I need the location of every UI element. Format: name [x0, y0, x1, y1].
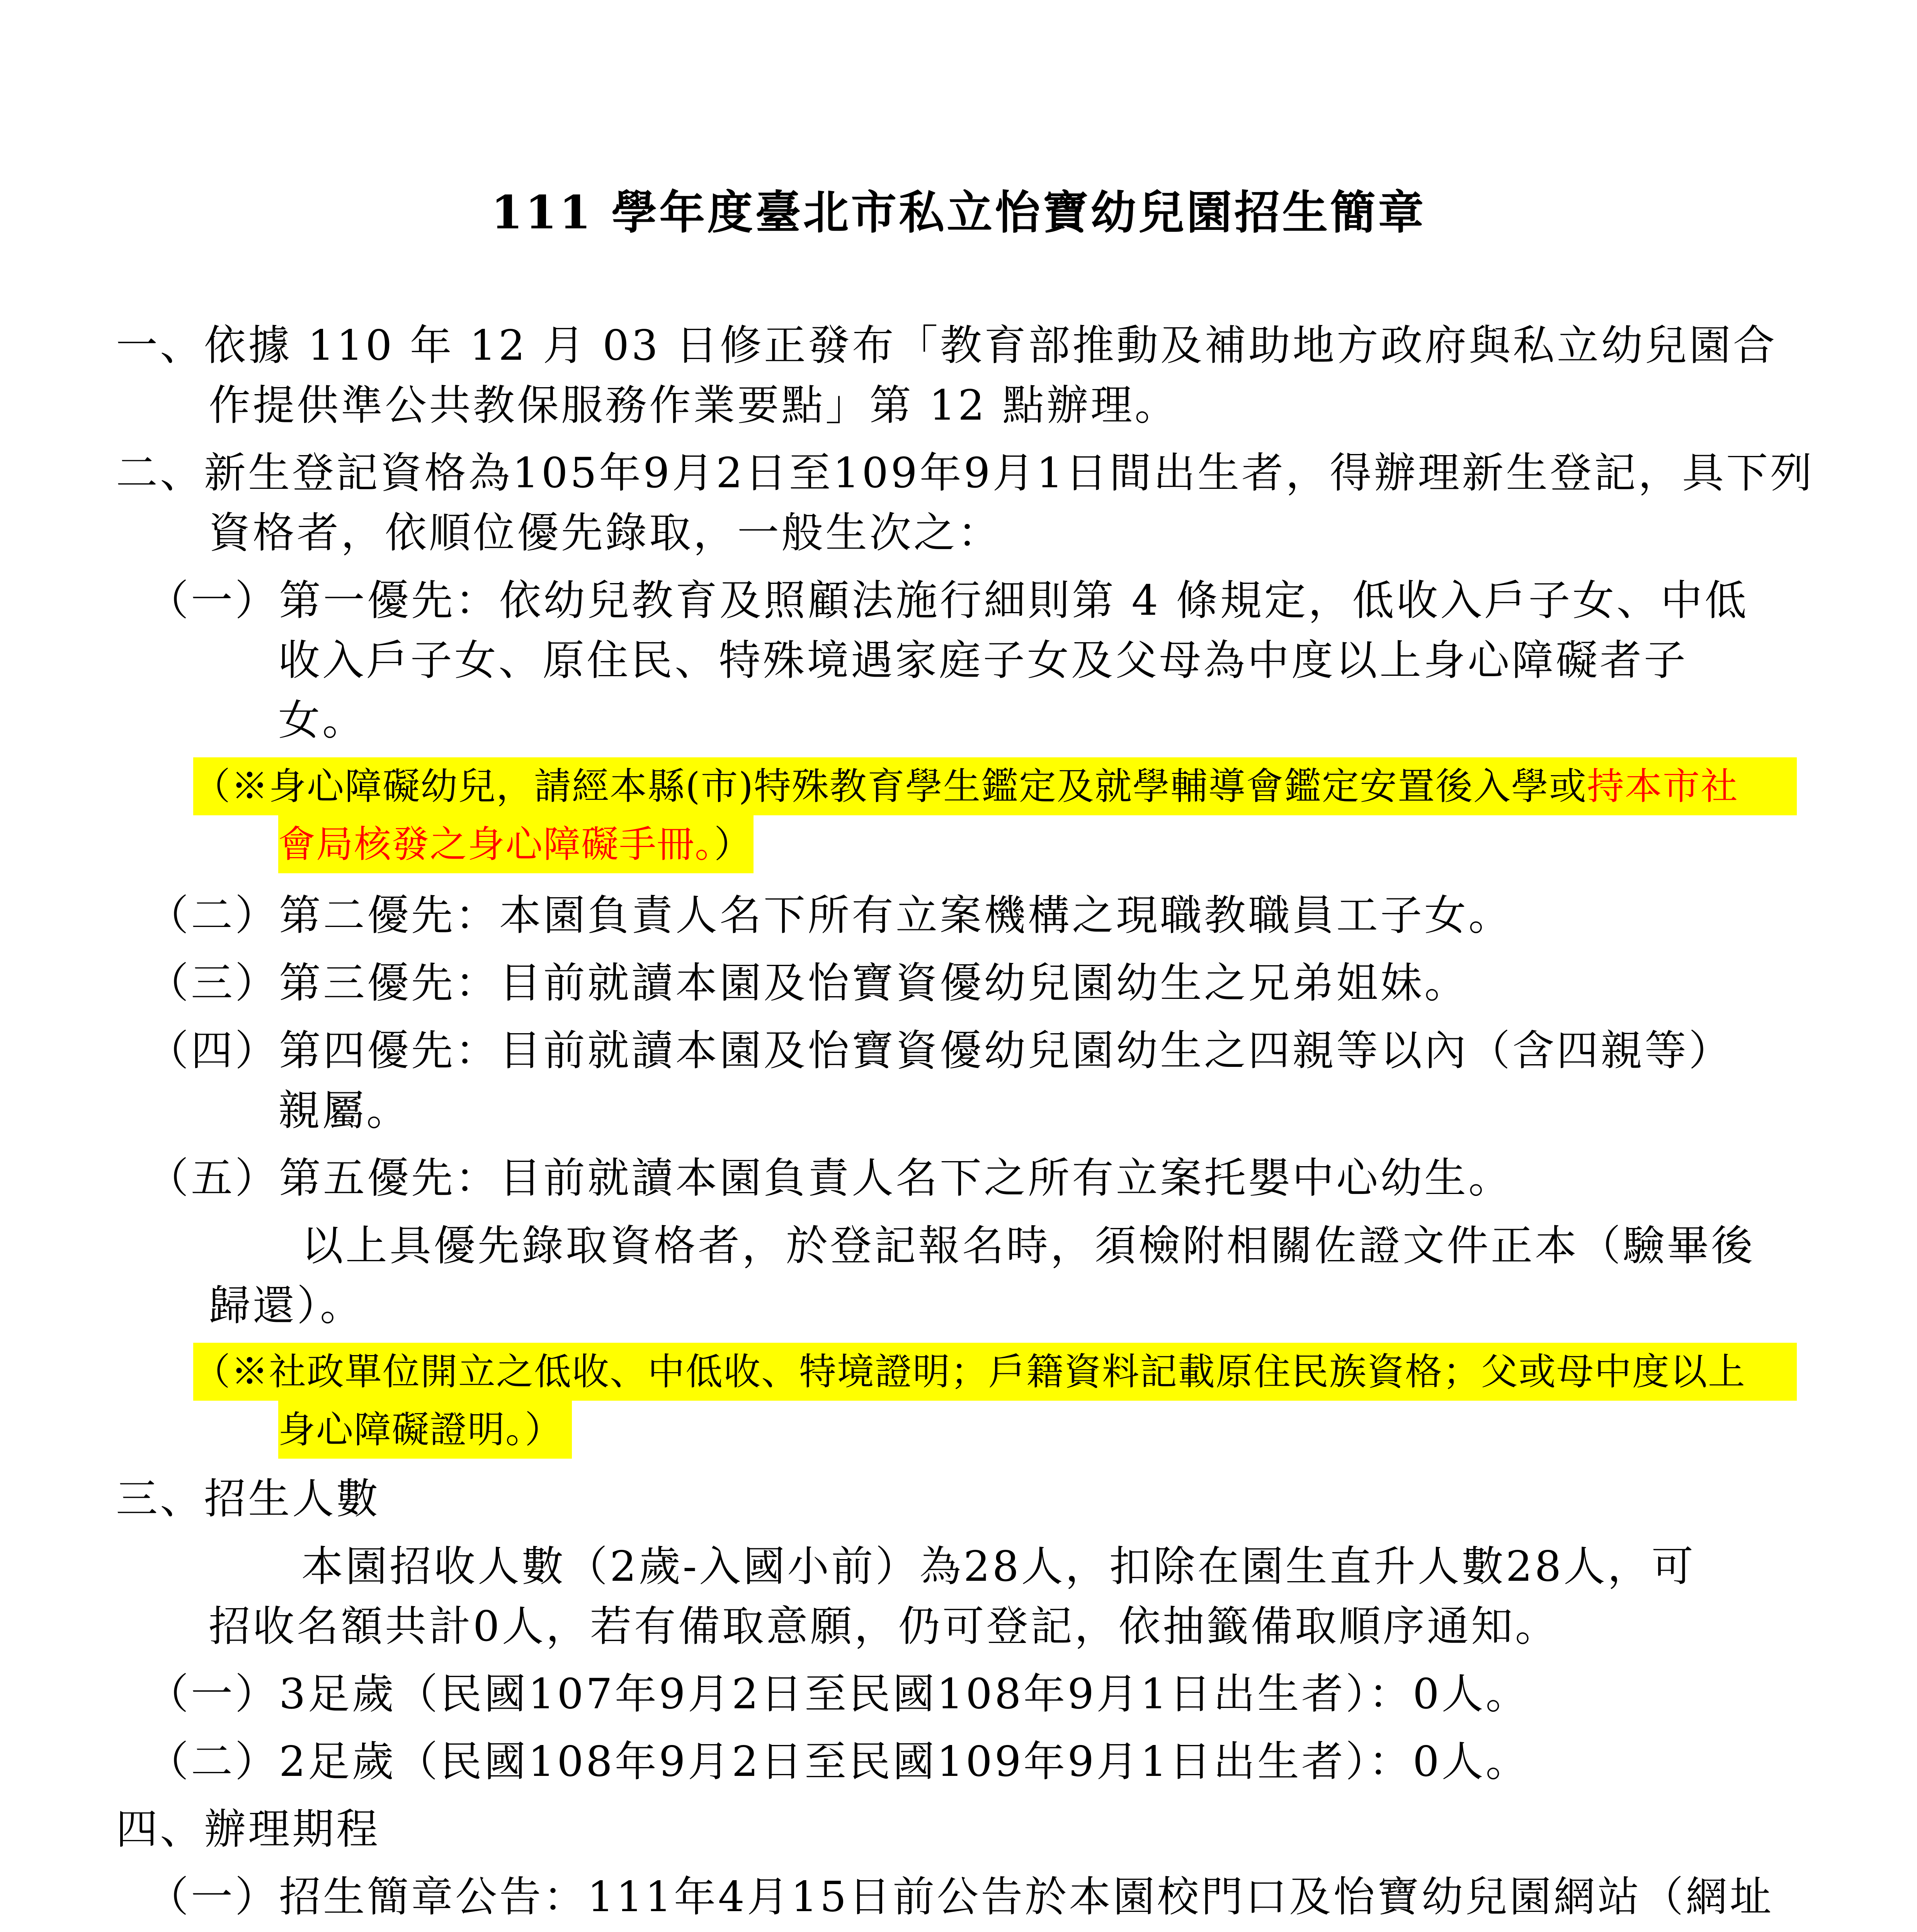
priority-1-line-3: 女。: [278, 696, 367, 745]
s4-item-1-line-1: （一）招生簡章公告：111年4月15日前公告於本園校門口及怡寶幼兒園網站（網址: [147, 1873, 1774, 1921]
s3-body-line-2: 招收名額共計0人，若有備取意願，仍可登記，依抽籤備取順序通知。: [209, 1602, 1559, 1651]
s3-item-1: （一）3足歲（民國107年9月2日至民國108年9月1日出生者）：0人。: [147, 1670, 1530, 1718]
highlight-note-2-line-1: （※社政單位開立之低收、中低收、特境證明；戶籍資料記載原住民族資格；父或母中度以上: [193, 1343, 1797, 1401]
note-1-text: （※身心障礙幼兒，請經本縣(市)特殊教育學生鑑定及就學輔導會鑑定安置後入學或: [193, 765, 1587, 808]
priority-2: （二）第二優先：本園負責人名下所有立案機構之現職教職員工子女。: [147, 891, 1513, 940]
s3-body-line-1: 本園招收人數（2歲-入國小前）為28人，扣除在園生直升人數28人，可: [301, 1543, 1696, 1591]
s3-heading: 三、招生人數: [116, 1475, 381, 1523]
priority-5: （五）第五優先：目前就讀本園負責人名下之所有立案托嬰中心幼生。: [147, 1154, 1513, 1202]
s3-item-2: （二）2足歲（民國108年9月2日至民國109年9月1日出生者）：0人。: [147, 1738, 1530, 1786]
note-1-close-paren: ）: [714, 823, 752, 866]
highlight-note-1-line-2: [278, 815, 754, 873]
docs-line-1: 以上具優先錄取資格者，於登記報名時，須檢附相關佐證文件正本（驗畢後: [301, 1222, 1755, 1270]
priority-1-line-2: 收入戶子女、原住民、特殊境遇家庭子女及父母為中度以上身心障礙者子: [278, 636, 1688, 685]
priority-3: （三）第三優先：目前就讀本園及怡寶資優幼兒園幼生之兄弟姐妹。: [147, 959, 1469, 1007]
s1-line-1: 一、依據 110 年 12 月 03 日修正發布「教育部推動及補助地方政府與私立幼兒園合: [116, 321, 1777, 370]
s4-item-1-line-2: [278, 1928, 985, 1932]
s4-heading: 四、辦理期程: [116, 1805, 381, 1854]
highlight-note-1-line-1: [193, 757, 1797, 815]
s1-line-2: 作提供準公共教保服務作業要點」第 12 點辦理。: [209, 381, 1179, 430]
highlight-note-2-line-2: 身心障礙證明。）: [278, 1401, 572, 1459]
s2-line-2: 資格者，依順位優先錄取，一般生次之：: [209, 509, 1002, 557]
document-title: 111 學年度臺北市私立怡寶幼兒園招生簡章: [491, 185, 1426, 239]
docs-line-2: 歸還）。: [209, 1282, 364, 1330]
s2-line-1: 二、新生登記資格為105年9月2日至109年9月1日間出生者，得辦理新生登記，具下列: [116, 449, 1815, 497]
note-1-red-text-2: 會局核發之身心障礙手冊。: [278, 823, 714, 866]
note-1-red-text: 持本市社: [1587, 765, 1738, 808]
priority-4-line-1: （四）第四優先：目前就讀本園及怡寶資優幼兒園幼生之四親等以內（含四親等）: [147, 1027, 1733, 1075]
priority-4-line-2: 親屬。: [278, 1087, 411, 1135]
priority-1-line-1: （一）第一優先：依幼兒教育及照顧法施行細則第 4 條規定，低收入戶子女、中低: [147, 577, 1749, 625]
